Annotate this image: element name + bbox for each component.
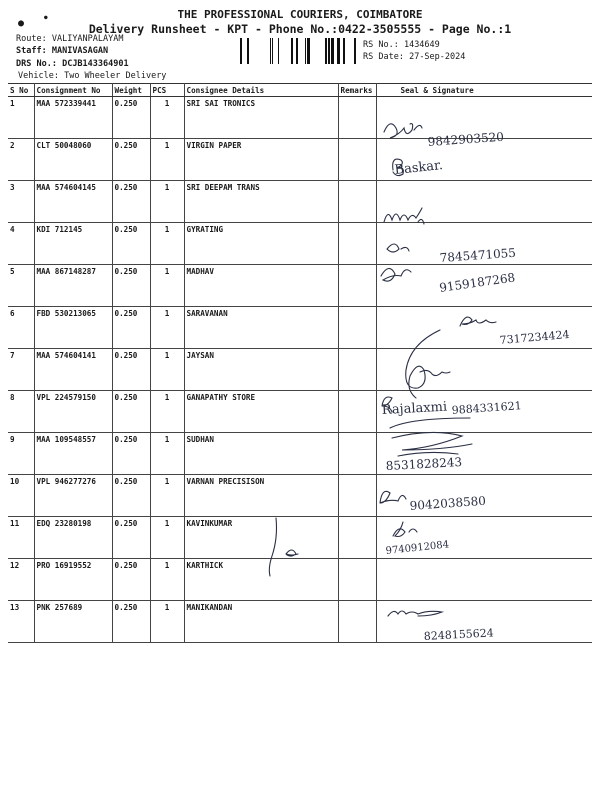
table-row <box>8 559 592 601</box>
cell-sno: 13 <box>8 601 34 643</box>
cell-consignment: VPL 946277276 <box>34 475 112 517</box>
cell-consignment: MAA 574604145 <box>34 181 112 223</box>
barcode-bar <box>337 38 340 64</box>
cell-pcs: 1 <box>150 97 184 139</box>
table-row <box>8 307 592 349</box>
barcode-bar <box>305 38 306 64</box>
cell-weight: 0.250 <box>112 601 150 643</box>
delivery-table <box>8 83 592 643</box>
cell-sno: 5 <box>8 265 34 307</box>
cell-sno: 10 <box>8 475 34 517</box>
cell-consignment: MAA 109548557 <box>34 433 112 475</box>
cell-sno: 9 <box>8 433 34 475</box>
staff-label: Staff: <box>16 46 47 56</box>
cell-consignee: SRI SAI TRONICS <box>184 97 338 139</box>
cell-pcs: 1 <box>150 517 184 559</box>
cell-consignee: SUDHAN <box>184 433 338 475</box>
cell-consignee: SRI DEEPAM TRANS <box>184 181 338 223</box>
cell-consignee: MANIKANDAN <box>184 601 338 643</box>
cell-pcs: 1 <box>150 307 184 349</box>
col-header-remarks: Remarks <box>338 84 376 97</box>
cell-weight: 0.250 <box>112 139 150 181</box>
cell-consignment: MAA 867148287 <box>34 265 112 307</box>
cell-sno: 7 <box>8 349 34 391</box>
cell-consignment: EDQ 23280198 <box>34 517 112 559</box>
cell-consignee: GANAPATHY STORE <box>184 391 338 433</box>
cell-sno: 8 <box>8 391 34 433</box>
cell-seal <box>376 601 592 643</box>
route-label: Route: <box>16 34 47 44</box>
cell-remarks <box>338 265 376 307</box>
cell-sno: 6 <box>8 307 34 349</box>
cell-remarks <box>338 307 376 349</box>
cell-consignee: MADHAV <box>184 265 338 307</box>
cell-seal <box>376 433 592 475</box>
cell-consignment: MAA 572339441 <box>34 97 112 139</box>
handwritten-name-2: Baskar. <box>393 157 444 178</box>
table-row <box>8 601 592 643</box>
col-header-sno: S No <box>8 84 34 97</box>
table-row <box>8 391 592 433</box>
cell-sno: 3 <box>8 181 34 223</box>
col-header-pcs: PCS <box>150 84 184 97</box>
cell-pcs: 1 <box>150 349 184 391</box>
barcode-bar <box>328 38 330 64</box>
cell-weight: 0.250 <box>112 307 150 349</box>
cell-sno: 1 <box>8 97 34 139</box>
staff-value: MANIVASAGAN <box>51 46 109 56</box>
cell-sno: 4 <box>8 223 34 265</box>
handwritten-phone-8: 9884331621 <box>451 399 523 417</box>
barcode-bar <box>296 38 298 64</box>
rs-no-line <box>363 40 440 50</box>
cell-seal <box>376 391 592 433</box>
barcode-bar <box>272 38 273 64</box>
barcode-bar <box>325 38 327 64</box>
cell-weight: 0.250 <box>112 475 150 517</box>
barcode-bar <box>331 38 334 64</box>
handwritten-phone-11: 9740912084 <box>385 539 450 557</box>
cell-consignment: MAA 574604141 <box>34 349 112 391</box>
handwritten-phone-10: 9042038580 <box>409 493 487 513</box>
handwritten-phone-9: 8531828243 <box>385 455 463 473</box>
col-header-weight: Weight <box>112 84 150 97</box>
route-value: VALIYANPALAYAM <box>51 34 124 44</box>
cell-weight: 0.250 <box>112 349 150 391</box>
cell-consignee: GYRATING <box>184 223 338 265</box>
cell-weight: 0.250 <box>112 433 150 475</box>
cell-seal <box>376 517 592 559</box>
table-row <box>8 97 592 139</box>
cell-pcs: 1 <box>150 265 184 307</box>
barcode-bar <box>307 38 310 64</box>
cell-consignee: JAYSAN <box>184 349 338 391</box>
cell-pcs: 1 <box>150 181 184 223</box>
cell-remarks <box>338 601 376 643</box>
barcode-bar <box>291 38 293 64</box>
handwritten-phone-4: 7845471055 <box>439 245 517 265</box>
cell-remarks <box>338 139 376 181</box>
table-row <box>8 517 592 559</box>
barcode-bar <box>278 38 279 64</box>
runsheet-subtitle: Delivery Runsheet - KPT - Phone No.:0422-3505555 - Page No.:1 <box>88 22 512 36</box>
route-line <box>16 34 124 44</box>
barcode-bar <box>354 38 356 64</box>
table-row <box>8 139 592 181</box>
barcode-bar <box>247 38 249 64</box>
cell-consignment: KDI 712145 <box>34 223 112 265</box>
table-header-row <box>8 84 592 97</box>
table-row <box>8 265 592 307</box>
cell-weight: 0.250 <box>112 517 150 559</box>
drs-line <box>16 59 129 69</box>
rs-date-line <box>363 52 465 62</box>
vehicle-label: Vehicle: <box>18 71 59 81</box>
col-header-consignee: Consignee Details <box>184 84 338 97</box>
staff-line <box>16 46 108 56</box>
cell-consignment: CLT 50048060 <box>34 139 112 181</box>
bullet-icon: ● <box>18 18 25 29</box>
handwritten-phone-1: 9842903520 <box>427 129 505 149</box>
cell-consignment: PNK 257689 <box>34 601 112 643</box>
barcode-bar <box>240 38 242 64</box>
cell-consignee: KAVINKUMAR <box>184 517 338 559</box>
vehicle-value: Two Wheeler Delivery <box>64 71 167 81</box>
cell-seal <box>376 181 592 223</box>
cell-seal <box>376 97 592 139</box>
cell-remarks <box>338 475 376 517</box>
handwritten-name-8: Rajalaxmi <box>381 399 448 418</box>
cell-remarks <box>338 559 376 601</box>
cell-weight: 0.250 <box>112 181 150 223</box>
col-header-seal: Seal & Signature <box>376 84 592 97</box>
cell-remarks <box>338 97 376 139</box>
cell-sno: 12 <box>8 559 34 601</box>
cell-consignee: KARTHICK <box>184 559 338 601</box>
cell-seal <box>376 223 592 265</box>
cell-consignee: SARAVANAN <box>184 307 338 349</box>
rs-no-value: 1434649 <box>403 40 440 50</box>
company-title: THE PROFESSIONAL COURIERS, COIMBATORE <box>177 8 423 21</box>
barcode-bar <box>343 38 345 64</box>
cell-pcs: 1 <box>150 139 184 181</box>
cell-consignment: PRO 16919552 <box>34 559 112 601</box>
cell-weight: 0.250 <box>112 97 150 139</box>
cell-seal <box>376 475 592 517</box>
rs-no-label: RS No.: <box>363 40 399 50</box>
table-row <box>8 223 592 265</box>
cell-seal <box>376 265 592 307</box>
cell-pcs: 1 <box>150 223 184 265</box>
cell-sno: 2 <box>8 139 34 181</box>
cell-consignment: VPL 224579150 <box>34 391 112 433</box>
handwritten-phone-6: 7317234424 <box>499 327 570 347</box>
cell-remarks <box>338 223 376 265</box>
table-row <box>8 475 592 517</box>
rs-date-value: 27-Sep-2024 <box>409 52 466 62</box>
col-header-consignment: Consignment No <box>34 84 112 97</box>
cell-pcs: 1 <box>150 475 184 517</box>
cell-pcs: 1 <box>150 391 184 433</box>
drs-label: DRS No.: <box>16 59 57 69</box>
cell-seal <box>376 307 592 349</box>
cell-consignment: FBD 530213065 <box>34 307 112 349</box>
rs-date-label: RS Date: <box>363 52 404 62</box>
cell-remarks <box>338 391 376 433</box>
cell-weight: 0.250 <box>112 223 150 265</box>
vehicle-line <box>18 71 166 81</box>
handwritten-phone-13: 8248155624 <box>423 626 495 643</box>
cell-pcs: 1 <box>150 601 184 643</box>
cell-seal <box>376 349 592 391</box>
cell-remarks <box>338 349 376 391</box>
bullet-icon: ● <box>44 14 48 21</box>
cell-weight: 0.250 <box>112 265 150 307</box>
drs-value: DCJB143364901 <box>62 59 129 69</box>
barcode-image <box>240 38 356 64</box>
cell-consignee: VIRGIN PAPER <box>184 139 338 181</box>
cell-pcs: 1 <box>150 559 184 601</box>
handwritten-phone-5: 9159187268 <box>438 270 517 295</box>
cell-seal <box>376 139 592 181</box>
cell-seal <box>376 559 592 601</box>
cell-consignee: VARNAN PRECISISON <box>184 475 338 517</box>
cell-remarks <box>338 181 376 223</box>
table-row <box>8 433 592 475</box>
cell-weight: 0.250 <box>112 391 150 433</box>
cell-weight: 0.250 <box>112 559 150 601</box>
cell-remarks <box>338 517 376 559</box>
barcode-bar <box>270 38 271 64</box>
cell-pcs: 1 <box>150 433 184 475</box>
table-row <box>8 181 592 223</box>
cell-sno: 11 <box>8 517 34 559</box>
cell-remarks <box>338 433 376 475</box>
table-row <box>8 349 592 391</box>
